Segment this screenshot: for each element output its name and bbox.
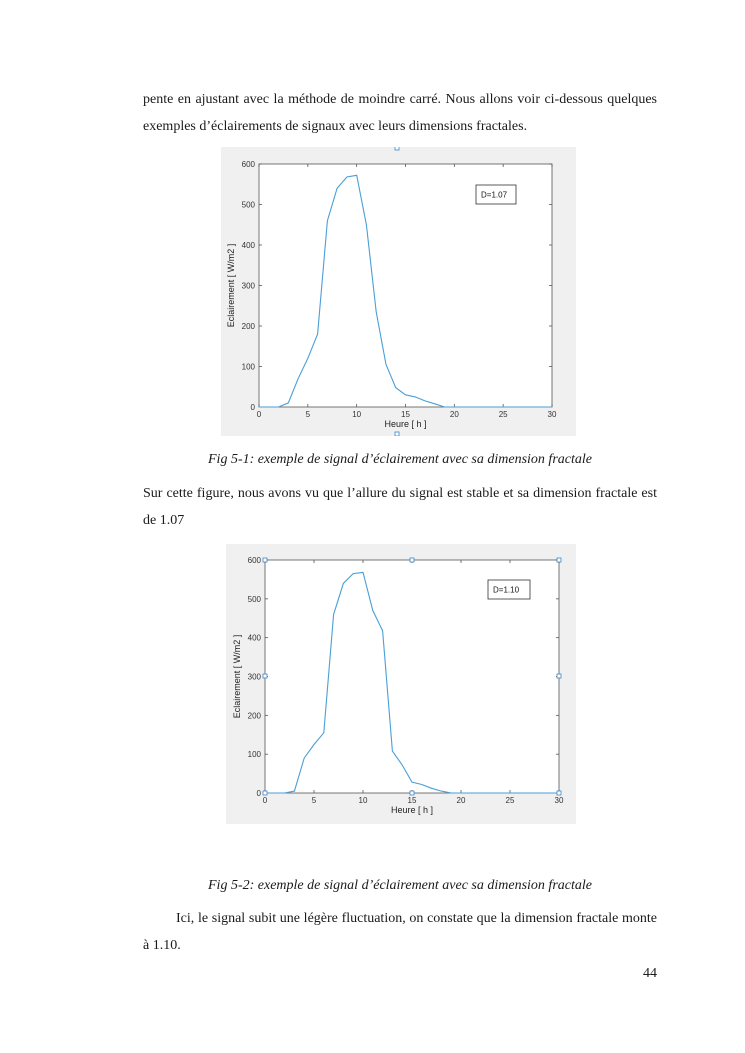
chart-2 (226, 544, 576, 824)
annotation-text: D=1.10 (493, 585, 520, 595)
y-tick-label: 600 (241, 160, 255, 169)
x-tick-label: 20 (449, 410, 459, 419)
x-tick-label: 30 (547, 410, 557, 419)
paragraph-fig1-comment: Sur cette figure, nous avons vu que l’allure du signal est stable et sa dimension fractale est de 1.07 (143, 486, 657, 528)
y-axis-label: Eclairement [ W/m2 ] (226, 243, 236, 328)
x-axis-label: Heure [ h ] (390, 805, 434, 815)
caption-fig-5-2: Fig 5-2: exemple de signal d’éclairement avec sa dimension fractale (208, 878, 592, 893)
y-tick-label: 300 (241, 281, 255, 291)
x-tick-label: 10 (358, 796, 368, 805)
y-tick-label: 200 (241, 322, 255, 331)
y-tick-label: 200 (247, 711, 261, 721)
y-tick-label: 100 (247, 750, 261, 760)
selection-handle (410, 791, 414, 795)
paragraph-fig2-comment: Ici, le signal subit une légère fluctuation, on constate que la dimension fractale monte à 1.10. (143, 911, 657, 953)
x-tick-label: 5 (305, 410, 311, 419)
x-tick-label: 10 (352, 410, 362, 419)
y-tick-label: 100 (241, 362, 255, 372)
chart-1 (221, 147, 576, 436)
x-tick-label: 25 (498, 410, 508, 419)
selection-handle (263, 791, 267, 795)
selection-handle (263, 674, 267, 678)
selection-handle (395, 432, 399, 436)
paragraph-intro: pente en ajustant avec la méthode de moindre carré. Nous allons voir ci-dessous quelques exemples d’éclairements de signaux avec leurs dimensions fractales. (143, 92, 657, 134)
x-tick-label: 20 (456, 796, 466, 805)
y-axis-label: Eclairement [ W/m2 ] (232, 634, 242, 719)
annotation-text: D=1.07 (481, 190, 508, 200)
x-axis-label: Heure [ h ] (384, 419, 427, 429)
x-tick-label: 25 (505, 796, 515, 805)
selection-handle (557, 791, 561, 795)
y-tick-label: 300 (247, 672, 261, 682)
y-tick-label: 0 (256, 789, 261, 798)
figure-2 (226, 544, 576, 824)
y-tick-label: 400 (241, 241, 255, 250)
page-number: 44 (643, 966, 657, 981)
selection-handle (557, 674, 561, 678)
caption-fig-5-1: Fig 5-1: exemple de signal d’éclairement avec sa dimension fractale (208, 452, 592, 467)
selection-handle (263, 558, 267, 562)
x-tick-label: 0 (262, 796, 268, 805)
figure-1 (221, 147, 576, 436)
y-tick-label: 400 (247, 633, 261, 643)
selection-handle (557, 558, 561, 562)
x-tick-label: 30 (554, 796, 564, 805)
x-tick-label: 5 (311, 796, 317, 805)
x-tick-label: 15 (401, 410, 410, 419)
y-tick-label: 0 (250, 403, 255, 412)
x-tick-label: 15 (407, 796, 417, 805)
y-tick-label: 600 (247, 556, 261, 565)
y-tick-label: 500 (247, 594, 261, 604)
selection-handle (395, 147, 399, 150)
selection-handle (410, 558, 414, 562)
x-tick-label: 0 (256, 410, 262, 419)
y-tick-label: 500 (241, 200, 255, 210)
